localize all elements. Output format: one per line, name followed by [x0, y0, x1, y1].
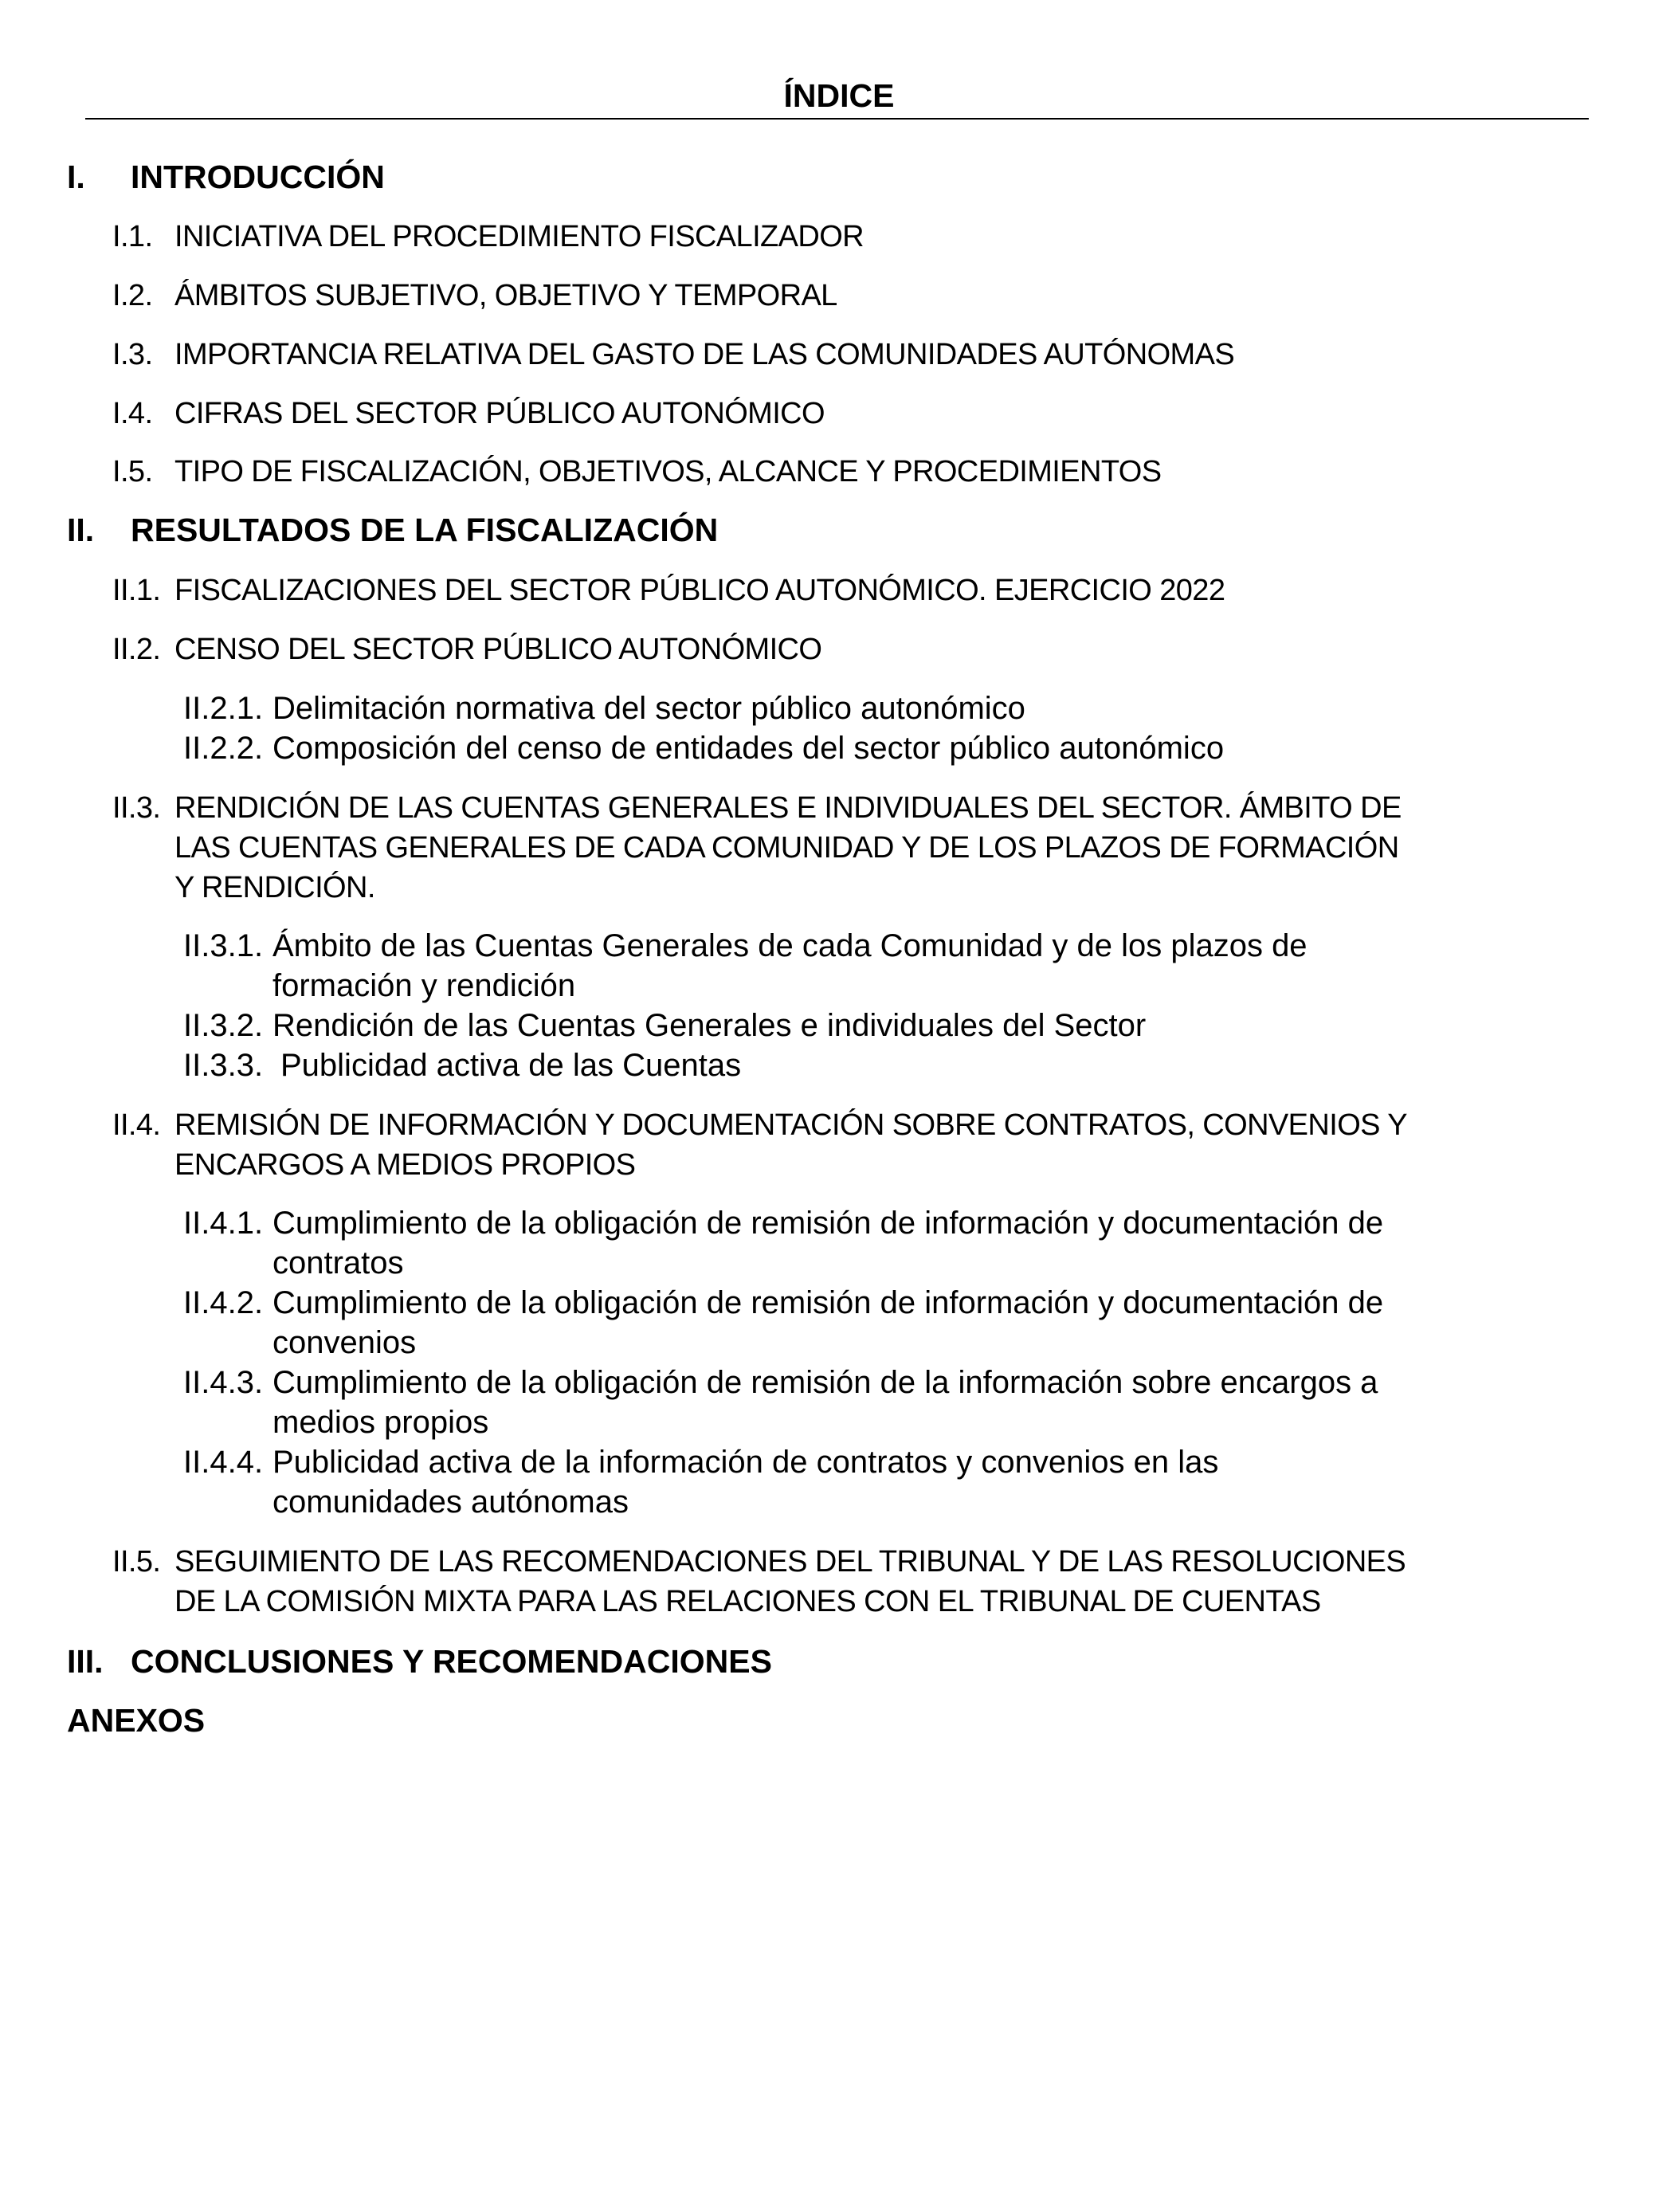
toc-title: SEGUIMIENTO DE LAS RECOMENDACIONES DEL TRIBUNAL Y DE LAS RESOLUCIONES DE LA COMISIÓN MIXTA PARA LAS RELACIONES CON EL TRIBUNAL DE CUENTAS — [174, 1545, 1406, 1618]
toc-title: CIFRAS DEL SECTOR PÚBLICO AUTONÓMICO — [174, 397, 825, 430]
toc-number: II.3.3. — [183, 1048, 264, 1083]
toc-number: II.4.4. — [183, 1445, 264, 1480]
toc-number: III. — [67, 1643, 104, 1680]
toc-title: Ámbito de las Cuentas Generales de cada Comunidad y de los plazos de formación y rendición — [272, 928, 1308, 1003]
toc-title: Publicidad activa de la información de contratos y convenios en las comunidades autónomas — [272, 1445, 1219, 1520]
toc-title: CONCLUSIONES Y RECOMENDACIONES — [131, 1643, 772, 1680]
toc-number: II.5. — [112, 1545, 161, 1579]
toc-title: Cumplimiento de la obligación de remisión de información y documentación de convenios — [272, 1285, 1384, 1360]
toc-title: INICIATIVA DEL PROCEDIMIENTO FISCALIZADOR — [174, 220, 864, 253]
toc-number: II.3.2. — [183, 1008, 264, 1043]
toc-number: II.4.2. — [183, 1285, 264, 1320]
toc-title: ANEXOS — [67, 1702, 206, 1739]
toc-title: RENDICIÓN DE LAS CUENTAS GENERALES E INDIVIDUALES DEL SECTOR. ÁMBITO DE LAS CUENTAS GENERALES DE CADA COMUNIDAD Y DE LOS PLAZOS DE FORMACIÓN Y RENDICIÓN. — [174, 791, 1402, 904]
toc-title: RESULTADOS DE LA FISCALIZACIÓN — [131, 512, 719, 548]
toc-title: Rendición de las Cuentas Generales e individuales del Sector — [272, 1008, 1147, 1043]
toc-number: II.2. — [112, 633, 161, 666]
toc-number: II.1. — [112, 574, 161, 607]
toc-number: II.4.3. — [183, 1365, 264, 1400]
toc-number: I.4. — [112, 397, 153, 430]
toc-number: II.2.1. — [183, 691, 264, 726]
toc-number: II.2.2. — [183, 731, 264, 766]
toc-number: II.4. — [112, 1108, 161, 1142]
toc-title: Cumplimiento de la obligación de remisión de información y documentación de contratos — [272, 1206, 1384, 1281]
toc-number: I.3. — [112, 338, 153, 371]
toc-number: I.1. — [112, 220, 153, 253]
toc-number: I. — [67, 159, 85, 195]
toc-title: ÁMBITOS SUBJETIVO, OBJETIVO Y TEMPORAL — [174, 279, 837, 312]
toc-number: I.2. — [112, 279, 153, 312]
toc-title: Cumplimiento de la obligación de remisión de la información sobre encargos a medios propios — [272, 1365, 1378, 1440]
toc-title: Delimitación normativa del sector público autonómico — [272, 691, 1025, 726]
toc-title: FISCALIZACIONES DEL SECTOR PÚBLICO AUTONÓMICO. EJERCICIO 2022 — [174, 574, 1225, 607]
toc-number: I.5. — [112, 455, 153, 488]
toc-title: CENSO DEL SECTOR PÚBLICO AUTONÓMICO — [174, 633, 822, 666]
toc-number: II.4.1. — [183, 1206, 264, 1241]
toc-title: IMPORTANCIA RELATIVA DEL GASTO DE LAS COMUNIDADES AUTÓNOMAS — [174, 338, 1235, 371]
toc-number: II.3. — [112, 791, 161, 825]
toc-title: Publicidad activa de las Cuentas — [280, 1048, 742, 1083]
toc-title: INTRODUCCIÓN — [131, 159, 385, 195]
toc-number: II.3.1. — [183, 928, 264, 963]
toc-number: II. — [67, 512, 95, 548]
toc-title: TIPO DE FISCALIZACIÓN, OBJETIVOS, ALCANCE Y PROCEDIMIENTOS — [174, 455, 1162, 488]
toc-title: REMISIÓN DE INFORMACIÓN Y DOCUMENTACIÓN SOBRE CONTRATOS, CONVENIOS Y ENCARGOS A MEDIOS PROPIOS — [174, 1108, 1407, 1182]
toc-title: Composición del censo de entidades del sector público autonómico — [272, 731, 1225, 766]
page-title: ÍNDICE — [783, 77, 895, 114]
